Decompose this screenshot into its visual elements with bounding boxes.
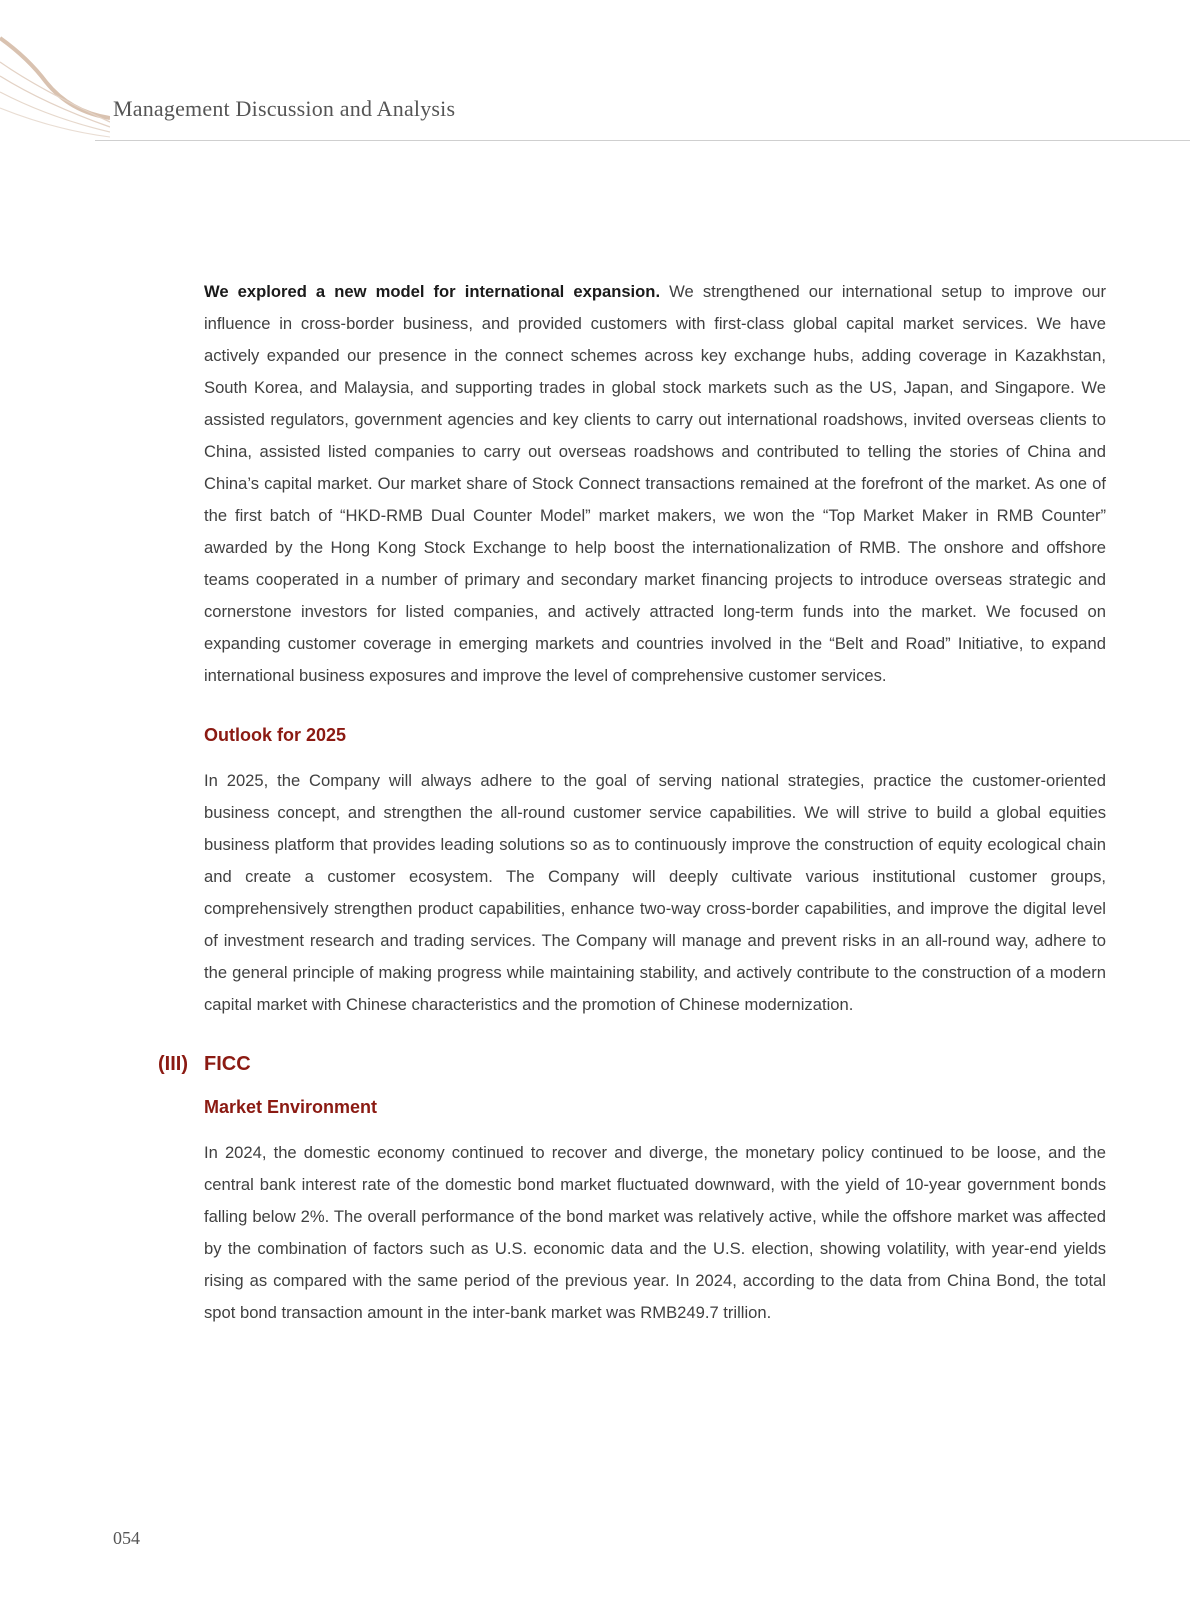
market-environment-paragraph: In 2024, the domestic economy continued to recover and diverge, the monetary policy continued to be loose, and the central bank interest rate of the domestic bond market fluctuated downward, with the yield of 10-year government bonds falling below 2%. The overall performance of the bond market was relatively active, while the offshore market was affected by the combination of factors such as U.S. economic data and the U.S. election, showing volatility, with year-end yields rising as compared with the same period of the previous year. In 2024, according to the data from China Bond, the total spot bond transaction amount in the inter-bank market was RMB249.7 trillion.: [204, 1143, 1106, 1322]
page-number: 054: [113, 1528, 140, 1548]
intl-expansion-body: We strengthened our international setup to improve our influence in cross-border business, and provided customers with first-class global capital market services. We have actively expanded our presence in the connect schemes across key exchange hubs, adding coverage in Kazakhstan, South Korea, and Malaysia, and supporting trades in global stock markets such as the US, Japan, and Singapore. We assisted regulators, government agencies and key clients to carry out international roadshows, invited overseas clients to China, assisted listed companies to carry out overseas roadshows and contributed to telling the stories of China and China’s capital market. Our market share of Stock Connect transactions remained at the forefront of the market. As one of the first batch of “HKD-RMB Dual Counter Model” market makers, we won the “Top Market Maker in RMB Counter” awarded by the Hong Kong Stock Exchange to help boost the internationalization of RMB. The onshore and offshore teams cooperated in a number of primary and secondary market financing projects to introduce overseas strategic and cornerstone investors for listed companies, and actively attracted long-term funds into the market. We focused on expanding customer coverage in emerging markets and countries involved in the “Belt and Road” Initiative, to expand international business exposures and improve the level of comprehensive customer services.: [204, 282, 1107, 685]
header-decoration-arcs: [0, 0, 110, 150]
intl-expansion-lead: We explored a new model for international expansion.: [204, 282, 661, 301]
section-title: FICC: [204, 1053, 251, 1075]
outlook-paragraph: In 2025, the Company will always adhere to the goal of serving national strategies, practice the customer-oriented business concept, and strengthen the all-round customer service capabilities. We will strive to build a global equities business platform that provides leading solutions so as to continuously improve the construction of equity ecological chain and create a customer ecosystem. The Company will deeply cultivate various institutional customer groups, comprehensively strengthen product capabilities, enhance two-way cross-border capabilities, and improve the digital level of investment research and trading services. The Company will manage and prevent risks in an all-round way, adhere to the general principle of making progress while maintaining stability, and actively contribute to the construction of a modern capital market with Chinese characteristics and the promotion of Chinese modernization.: [204, 771, 1106, 1014]
running-header-title: Management Discussion and Analysis: [113, 96, 456, 121]
intl-expansion-paragraph: [204, 276, 1106, 692]
section-number: (III): [158, 1053, 188, 1075]
main-content: [158, 276, 1107, 1329]
market-environment-heading: Market Environment: [204, 1097, 378, 1117]
header-rule: [95, 140, 1190, 141]
outlook-heading: Outlook for 2025: [204, 725, 347, 745]
ficc-section-heading: [158, 1051, 1106, 1077]
